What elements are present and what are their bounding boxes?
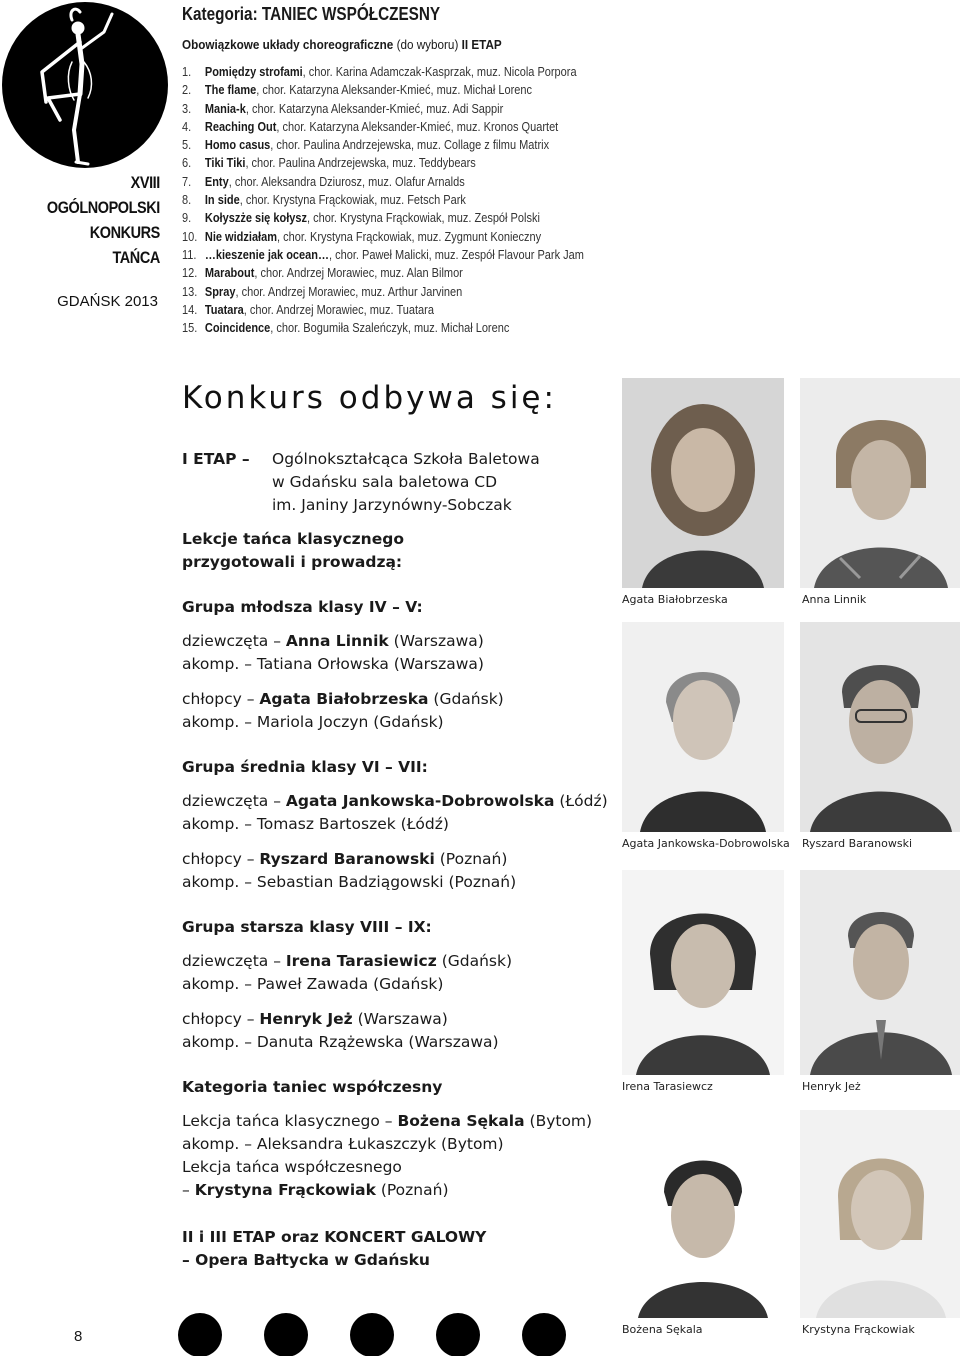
- senior-group-girls: dziewczęta – Irena Tarasiewicz (Gdańsk) akomp. – Paweł Zawada (Gdańsk): [182, 952, 513, 993]
- decorative-dot-icon: [522, 1313, 566, 1356]
- photo-caption: Bożena Sękala: [622, 1323, 703, 1336]
- middle-group-title: Grupa średnia klasy VI – VII:: [182, 758, 428, 776]
- dancer-logo-icon: [2, 2, 168, 168]
- list-item: 15. Coincidence, chor. Bogumiła Szaleńczyk, muz. Michał Lorenc: [182, 321, 510, 336]
- list-item: 5. Homo casus, chor. Paulina Andrzejewska, muz. Collage z filmu Matrix: [182, 138, 550, 153]
- middle-group-boys: chłopcy – Ryszard Baranowski (Poznań) akomp. – Sebastian Badziągowski (Poznań): [182, 850, 517, 891]
- list-item: 10. Nie widziałam, chor. Krystyna Frąckowiak, muz. Zygmunt Konieczny: [182, 229, 542, 244]
- decorative-dot-icon: [264, 1313, 308, 1356]
- portrait-photo: [800, 870, 960, 1075]
- competition-logo: [0, 0, 168, 320]
- young-group-girls: dziewczęta – Anna Linnik (Warszawa) akomp. – Tatiana Orłowska (Warszawa): [182, 632, 484, 673]
- list-item: 9. Kołyszże się kołysz, chor. Krystyna Frąckowiak, muz. Zespół Polski: [182, 211, 540, 226]
- young-group-boys: chłopcy – Agata Białobrzeska (Gdańsk) akomp. – Mariola Joczyn (Gdańsk): [182, 690, 504, 731]
- list-item: 2. The flame, chor. Katarzyna Aleksander-Kmieć, muz. Michał Lorenc: [182, 83, 532, 98]
- subtitle-bold: Obowiązkowe układy choreograficzne: [182, 37, 394, 52]
- photo-caption: Anna Linnik: [802, 593, 867, 606]
- decorative-dot-icon: [178, 1313, 222, 1356]
- contemporary-title: Kategoria taniec współczesny: [182, 1078, 443, 1096]
- logo-city: GDAŃSK 2013: [57, 293, 158, 310]
- photo-caption: Krystyna Frąckowiak: [802, 1323, 915, 1336]
- logo-text: [47, 170, 160, 270]
- photo-caption: Irena Tarasiewcz: [622, 1080, 713, 1093]
- list-item: 11. …kieszenie jak ocean…, chor. Paweł Malicki, muz. Zespół Flavour Park Jam: [182, 247, 584, 262]
- portrait-photo: [800, 1110, 960, 1318]
- contemporary-lessons: Lekcja tańca klasycznego – Bożena Sękala (Bytom) akomp. – Aleksandra Łukaszczyk (Bytom) Lekcja tańca współczesnego – Krystyna Frąckowiak (Poznań): [182, 1112, 593, 1199]
- stage-one-venue: Ogólnokształcąca Szkoła Baletowa w Gdańsku sala baletowa CD im. Janiny Jarzynówny-Sobczak: [272, 450, 540, 514]
- final-stage: II i III ETAP oraz KONCERT GALOWY – Opera Bałtycka w Gdańsku: [182, 1228, 487, 1269]
- portrait-photo: [800, 622, 960, 832]
- logo-line-contest: KONKURS: [89, 223, 160, 242]
- decorative-dot-icon: [350, 1313, 394, 1356]
- list-item: 6. Tiki Tiki, chor. Paulina Andrzejewska, muz. Teddybears: [182, 156, 476, 171]
- list-item: 7. Enty, chor. Aleksandra Dziurosz, muz. Olafur Arnalds: [182, 174, 465, 189]
- lessons-intro: Lekcje tańca klasycznego przygotowali i prowadzą:: [182, 530, 404, 571]
- list-item: 13. Spray, chor. Andrzej Morawiec, muz. Arthur Jarvinen: [182, 284, 463, 299]
- portrait-photo: [622, 378, 784, 588]
- list-item: 14. Tuatara, chor. Andrzej Morawiec, muz. Tuatara: [182, 302, 434, 317]
- subtitle-stage: II ETAP: [461, 37, 502, 52]
- logo-line-national: OGÓLNOPOLSKI: [47, 198, 160, 217]
- photo-caption: Agata Białobrzeska: [622, 593, 728, 606]
- category-subtitle: [182, 37, 502, 52]
- logo-line-edition: XVIII: [130, 173, 160, 192]
- senior-group-boys: chłopcy – Henryk Jeż (Warszawa) akomp. – Danuta Rzążewska (Warszawa): [182, 1010, 499, 1051]
- senior-group-title: Grupa starsza klasy VIII – IX:: [182, 918, 432, 936]
- photo-caption: Ryszard Baranowski: [802, 837, 913, 850]
- middle-group-girls: dziewczęta – Agata Jankowska-Dobrowolska (Łódź) akomp. – Tomasz Bartoszek (Łódź): [182, 792, 608, 833]
- list-item: 12. Marabout, chor. Andrzej Morawiec, muz. Alan Bilmor: [182, 266, 463, 281]
- category-title: Kategoria: TANIEC WSPÓŁCZESNY: [182, 4, 441, 24]
- section-heading: Konkurs odbywa się:: [182, 380, 557, 416]
- photo-caption: Agata Jankowska-Dobrowolska: [622, 837, 790, 850]
- list-item: 3. Mania-k, chor. Katarzyna Aleksander-Kmieć, muz. Adi Sappir: [182, 101, 504, 116]
- choreography-list: [182, 63, 584, 337]
- logo-line-dance: TAŃCA: [112, 248, 160, 267]
- list-item: 4. Reaching Out, chor. Katarzyna Aleksander-Kmieć, muz. Kronos Quartet: [182, 119, 559, 134]
- subtitle-thin: (do wyboru): [396, 37, 459, 52]
- young-group-title: Grupa młodsza klasy IV – V:: [182, 598, 423, 616]
- portrait-photo: [622, 870, 784, 1075]
- portrait-photo: [800, 378, 960, 588]
- list-item: 1. Pomiędzy strofami, chor. Karina Adamczak-Kasprzak, muz. Nicola Porpora: [182, 65, 577, 79]
- photo-caption: Henryk Jeż: [802, 1080, 861, 1093]
- portrait-photo: [622, 1110, 784, 1318]
- list-item: 8. In side, chor. Krystyna Frąckowiak, muz. Fetsch Park: [182, 193, 466, 208]
- portrait-photo: [622, 622, 784, 832]
- stage-one-label: I ETAP –: [182, 450, 250, 468]
- page-number: 8: [74, 1328, 83, 1345]
- decorative-dot-icon: [436, 1313, 480, 1356]
